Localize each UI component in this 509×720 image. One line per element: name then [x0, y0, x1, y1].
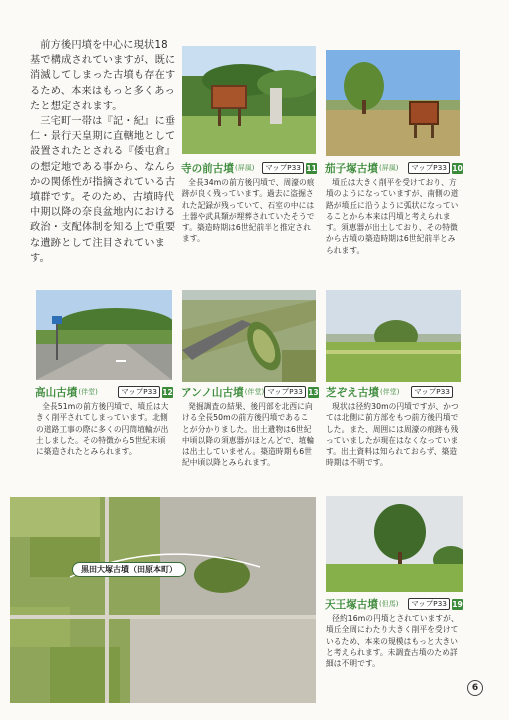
site-reading: (伴堂) [78, 388, 98, 396]
map-reference-badge [408, 162, 450, 174]
map-reference-badge [262, 162, 304, 174]
map-reference-badge [264, 386, 306, 398]
site-description-annoyama: 発掘調査の結果、後円部を北西に向ける全長50mの前方後円墳であることが分かりました。出土遺物は6世紀中頃以降の須恵器がほとんどで、埴輪は出土していません。築造時期も6世紀中頃以降とみられます。 [182, 402, 315, 468]
site-reading: (伴堂) [244, 388, 265, 396]
map-label: マップP33 [121, 387, 157, 396]
photo-teranomae [182, 46, 316, 154]
site-header-tennozuka [325, 597, 463, 611]
photo-tennozuka [326, 496, 463, 592]
map-label: マップP33 [411, 599, 447, 608]
aerial-callout: 黒田大塚古墳（田原本町） [72, 562, 186, 577]
photo-annoyama [182, 290, 316, 382]
intro-text [30, 38, 178, 266]
photo-takayama [36, 290, 172, 380]
map-label: マップP33 [265, 163, 301, 172]
site-number-badge: 11 [306, 163, 317, 173]
site-name: 茄子塚古墳 [325, 162, 378, 175]
map-reference-badge [411, 386, 453, 398]
site-name: 天王塚古墳 [325, 598, 378, 611]
map-label: マップP33 [267, 387, 303, 396]
site-name: 高山古墳 [35, 386, 78, 399]
map-reference-badge [118, 386, 160, 398]
site-header-annoyama [181, 385, 317, 399]
map-label: マップP33 [411, 163, 447, 172]
site-number-badge: 19 [452, 599, 463, 609]
site-reading: (屏風) [378, 164, 399, 172]
site-name: 芝ぞえ古墳 [326, 386, 379, 399]
site-name: アンノ山古墳 [181, 386, 244, 399]
site-number-badge: 13 [308, 387, 319, 397]
aerial-photo [10, 497, 316, 703]
site-description-shibazoe: 現状は径約30mの円墳ですが、かつては北側に前方部をもつ前方後円墳でした。また、周囲には周濠の痕跡も残っていましたが現在はなくなっています。出土資料は知られておらず、築造時期は不明です。 [326, 402, 459, 468]
site-name: 寺の前古墳 [181, 162, 234, 175]
site-reading: (但馬) [378, 600, 399, 608]
site-reading: (屏風) [234, 164, 255, 172]
site-header-shibazoe [326, 385, 453, 399]
intro-paragraph-1: 前方後円墳を中心に現状18基で構成されていますが、既に消滅してしまった古墳も存在するため、本来はもっと多くあったと想定されます。 [30, 40, 176, 112]
site-description-teranomae: 全長34mの前方後円墳で、周濠の痕跡が良く残っています。過去に盗掘された記録が残っていて、石室の中には土器や武具類が埋葬されていたそうです。築造時期は6世紀前半と推定されます。 [182, 178, 315, 244]
photo-shibazoe [326, 290, 461, 382]
site-header-teranomae [181, 161, 317, 175]
page-number: 6 [467, 680, 483, 696]
site-header-nasuzuka [325, 161, 463, 175]
site-number-badge: 10 [452, 163, 463, 173]
site-number-badge: 12 [162, 387, 173, 397]
map-reference-badge [408, 598, 450, 610]
site-reading: (伴堂) [379, 388, 400, 396]
site-description-nasuzuka: 墳丘は大きく削平を受けており、方墳のようになっていますが、南側の道路が墳丘に沿うように弧状になっていることから本来は円墳と考えられます。須恵器が出土しており、その特徴から古墳の築造時期は6世紀前半とみられます。 [326, 178, 459, 255]
site-description-takayama: 全長51mの前方後円墳で、墳丘は大きく削平されてしまっています。北側の道路工事の際に多くの円筒埴輪が出土しました。その特徴から5世紀末頃に築造されたとみられます。 [36, 402, 169, 457]
intro-paragraph-2: 三宅町一帯は『記・紀』に垂仁・景行天皇期に直轄地として設置されたとされる『倭屯倉』の想定地である事から、なんらかの関係性が指摘されている古墳群です。そのため、古墳時代中期以降の奈良盆地内における政治・支配体制を知る上で重要な遺跡として注目されています。 [30, 116, 176, 264]
map-label: マップP33 [414, 387, 450, 396]
site-description-tennozuka: 径約16mの円墳とされていますが、墳丘全周にわたり大きく削平を受けているため、本来の規模はもっと大きいと考えられます。未調査古墳のため詳細は不明です。 [326, 614, 459, 669]
photo-nasuzuka [326, 50, 460, 156]
site-header-takayama [35, 385, 173, 399]
